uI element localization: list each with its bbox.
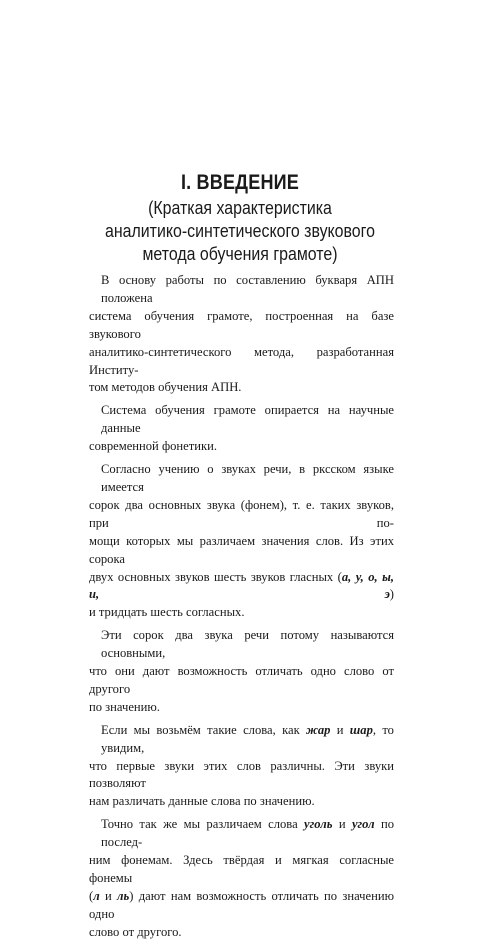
text-line: что они дают возможность отличать одно слово от другого bbox=[89, 664, 394, 696]
paragraph-4 bbox=[89, 627, 394, 717]
text-line: и тридцать шесть согласных. bbox=[89, 605, 245, 620]
paragraph-5 bbox=[89, 722, 394, 812]
chapter-subtitle-line-3: метода обучения грамоте) bbox=[142, 243, 338, 264]
text-line: ним фонемам. Здесь твёрдая и мягкая согласные фонемы bbox=[89, 853, 394, 885]
chapter-subtitle-line-1: (Краткая характеристика bbox=[148, 197, 332, 218]
vowel-list: а, у, о, ы, и, э bbox=[89, 569, 394, 602]
text-line-zhar-shar: Если мы возьмём такие слова, как жар и шар, то увидим, bbox=[101, 722, 394, 755]
phoneme-l-soft: ль bbox=[117, 888, 130, 903]
word-ugol-hard: угол bbox=[351, 817, 375, 832]
word-shar: шар bbox=[349, 722, 373, 737]
text-line: нам различать данные слова по значению. bbox=[89, 794, 315, 809]
chapter-heading bbox=[85, 170, 395, 265]
paragraph-3 bbox=[89, 461, 394, 622]
text-line-phonemes: (л и ль) дают нам возможность отличать по значению одно bbox=[89, 888, 394, 921]
chapter-body bbox=[89, 272, 394, 947]
text-line: В основу работы по составлению букваря АПН положена bbox=[101, 273, 394, 305]
text-line: Система обучения грамоте опирается на научные данные bbox=[101, 403, 394, 436]
paragraph-1 bbox=[89, 272, 394, 397]
text-line: слово от другого. bbox=[89, 924, 182, 939]
text-line: система обучения грамоте, построенная на базе звукового bbox=[89, 308, 394, 341]
text-line-ugol: Точно так же мы различаем слова уголь и угол по послед- bbox=[101, 817, 395, 850]
paragraph-2 bbox=[89, 402, 394, 456]
text-line: что первые звуки этих слов различны. Эти звуки позволяют bbox=[89, 758, 394, 791]
text-line: Эти сорок два звука речи потому называются основными, bbox=[101, 628, 394, 661]
text-line: том методов обучения АПН. bbox=[89, 380, 242, 395]
word-zhar: жар bbox=[306, 722, 331, 737]
text-line: Согласно учению о звуках речи, в рксском языке имеется bbox=[101, 462, 394, 494]
text-line: аналитико-синтетического метода, разработанная Институ- bbox=[89, 344, 394, 377]
word-ugol-soft: уголь bbox=[304, 817, 333, 832]
chapter-subtitle-line-2: аналитико-синтетического звукового bbox=[105, 220, 375, 241]
paragraph-6 bbox=[89, 816, 394, 941]
text-line: современной фонетики. bbox=[89, 439, 217, 454]
text-line: по значению. bbox=[89, 699, 160, 714]
chapter-title: I. ВВЕДЕНИЕ bbox=[180, 171, 300, 194]
text-line: сорок два основных звука (фонем), т. е. таких звуков, при по- bbox=[89, 497, 394, 530]
phoneme-l: л bbox=[93, 888, 100, 903]
text-line-vowels: двух основных звуков шесть звуков гласных (а, у, о, ы, и, э) bbox=[89, 569, 394, 602]
text-line: мощи которых мы различаем значения слов. Из этих сорока bbox=[89, 533, 394, 566]
